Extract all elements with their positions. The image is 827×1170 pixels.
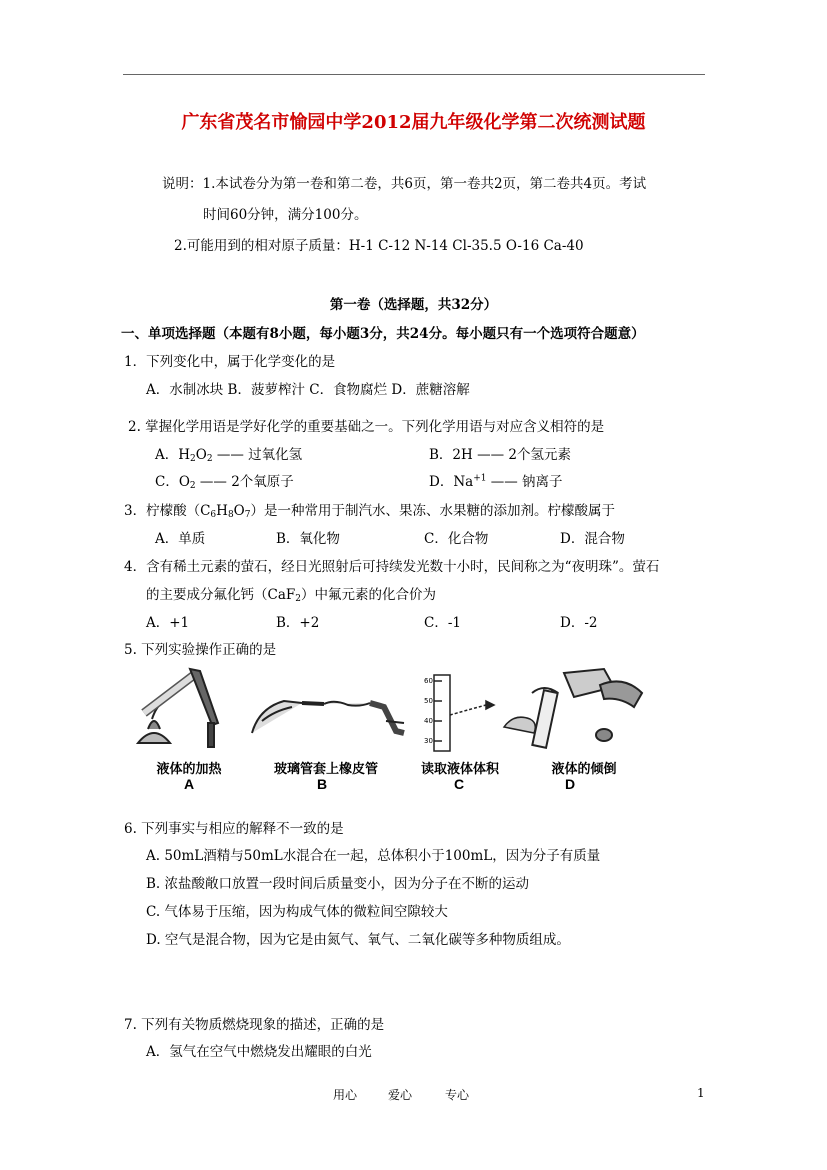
graduated-cylinder-drawing bbox=[434, 675, 535, 751]
caption-d: 液体的倾倒 bbox=[551, 762, 617, 777]
q4-option-b: B．+2 bbox=[276, 615, 320, 631]
q2-option-d: D．$Na^{+1}$ —— 钠离子 bbox=[429, 473, 563, 490]
label-d: D bbox=[565, 776, 576, 792]
q7-stem: 7. 下列有关物质燃烧现象的描述，正确的是 bbox=[124, 1017, 385, 1033]
cylinder-tick-60: 60 bbox=[424, 677, 433, 685]
q7-option-a: A．氢气在空气中燃烧发出耀眼的白光 bbox=[146, 1044, 372, 1060]
q2-option-c: C．$O_2$ —— 2个氧原子 bbox=[155, 474, 294, 491]
footer-motto-3: 专心 bbox=[445, 1088, 470, 1102]
label-c: C bbox=[454, 776, 465, 792]
cylinder-tick-40: 40 bbox=[424, 717, 433, 725]
q4-stem-line-2: 的主要成分氟化钙（CaF$_2$）中氟元素的化合价为 bbox=[146, 587, 436, 604]
q2-option-b: B．2H —— 2个氢元素 bbox=[429, 447, 571, 463]
q6-option-d: D. 空气是混合物，因为它是由氮气、氧气、二氧化碳等多种物质组成。 bbox=[146, 932, 570, 948]
q1-options: A．水制冰块 B．菠萝榨汁 C．食物腐烂 D．蔗糖溶解 bbox=[146, 382, 470, 398]
q6-stem: 6. 下列事实与相应的解释不一致的是 bbox=[124, 821, 344, 837]
label-b: B bbox=[317, 776, 328, 792]
label-a: A bbox=[184, 776, 195, 792]
q4-option-d: D．-2 bbox=[560, 615, 598, 631]
caption-a: 液体的加热 bbox=[156, 762, 222, 777]
page-number: 1 bbox=[697, 1086, 705, 1100]
caption-b: 玻璃管套上橡皮管 bbox=[273, 762, 378, 777]
q2-option-a: A．$H_2O_2$ —— 过氧化氢 bbox=[155, 447, 303, 464]
q6-option-b: B. 浓盐酸敞口放置一段时间后质量变小，因为分子在不断的运动 bbox=[146, 876, 530, 892]
footer-motto-2: 爱心 bbox=[388, 1088, 413, 1102]
q4-option-c: C．-1 bbox=[424, 615, 461, 631]
q3-option-d: D．混合物 bbox=[560, 531, 625, 547]
q4-stem-line-1: 4．含有稀土元素的萤石，经日光照射后可持续发光数十小时，民间称之为“夜明珠”。萤石 bbox=[124, 559, 660, 575]
alcohol-lamp-heating-drawing bbox=[138, 669, 218, 747]
rubber-tube-attachment-drawing bbox=[252, 701, 404, 733]
q1-stem: 1．下列变化中，属于化学变化的是 bbox=[124, 354, 336, 370]
cylinder-tick-30: 30 bbox=[424, 737, 433, 745]
instructions-line-1: 说明：1.本试卷分为第一卷和第二卷，共6页，第一卷共2页，第二卷共4页。考试 bbox=[162, 176, 647, 192]
lab-operations-figure bbox=[134, 663, 654, 793]
instructions-line-3: 2.可能用到的相对原子质量：H-1 C-12 N-14 Cl-35.5 O-16 Ca-40 bbox=[174, 238, 584, 254]
q3-option-a: A．单质 bbox=[155, 531, 206, 547]
part1-heading: 一、单项选择题（本题有8小题，每小题3分，共24分。每小题只有一个选项符合题意） bbox=[121, 326, 645, 342]
q3-option-b: B．氧化物 bbox=[276, 531, 340, 547]
q6-option-c: C. 气体易于压缩，因为构成气体的微粒间空隙较大 bbox=[146, 904, 448, 920]
q6-option-a: A. 50mL酒精与50mL水混合在一起，总体积小于100mL，因为分子有质量 bbox=[146, 848, 601, 864]
cylinder-tick-50: 50 bbox=[424, 697, 433, 705]
q4-option-a: A．+1 bbox=[146, 615, 190, 631]
footer-motto-1: 用心 bbox=[333, 1088, 358, 1102]
q5-stem: 5. 下列实验操作正确的是 bbox=[124, 642, 277, 658]
q3-option-c: C．化合物 bbox=[424, 531, 489, 547]
liquid-pouring-drawing bbox=[532, 669, 642, 748]
q2-stem: 2. 掌握化学用语是学好化学的重要基础之一。下列化学用语与对应含义相符的是 bbox=[128, 419, 605, 435]
header-rule bbox=[123, 74, 705, 75]
page-title: 广东省茂名市愉园中学2012届九年级化学第二次统测试题 bbox=[181, 112, 646, 133]
q3-stem: 3．柠檬酸$(C_6H_8O_7)$是一种常用于制汽水、果冻、水果糖的添加剂。柠檬酸属于 bbox=[124, 503, 615, 520]
section-title: 第一卷（选择题，共32分） bbox=[329, 297, 498, 313]
lab-operations-illustration bbox=[134, 663, 654, 758]
instructions-line-2: 时间60分钟，满分100分。 bbox=[203, 207, 368, 223]
caption-c: 读取液体体积 bbox=[420, 762, 499, 777]
